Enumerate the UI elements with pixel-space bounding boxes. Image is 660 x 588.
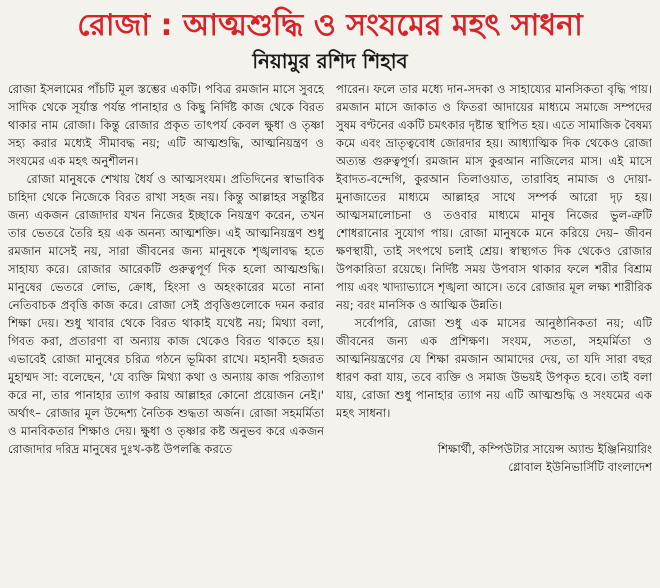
paragraph: রোজা মানুষকে শেখায় ধৈর্য ও আত্মসংযম। প্রতিদিনের স্বাভাবিক চাহিদা থেকে নিজেকে বিরত রাখা সহজ নয়। কিন্তু আল্লাহর সন্তুষ্টির জন্য একজন রোজাদার যখন নিজের ইচ্ছাকে নিয়ন্ত্রণ করেন, তখন তার ভেতরে তৈরি হয় এক অনন্য আত্মশক্তি। এই আত্মনিয়ন্ত্রণ শুধু রমজান মাসেই নয়, সারা জীবনের জন্য মানুষকে শৃঙ্খলাবদ্ধ হতে সাহায্য করে। রোজার আরেকটি গুরুত্বপূর্ণ দিক হলো আত্মশুদ্ধি। মানুষের ভেতরে লোভ, ক্রোধ, হিংসা ও অহংকারের মতো নানা নেতিবাচক প্রবৃত্তি কাজ করে। রোজা সেই প্রবৃত্তিগুলোকে দমন করার শিক্ষা দেয়। শুধু খাবার থেকে বিরত থাকাই যথেষ্ট নয়; মিথ্যা বলা, গিবত করা, প্রতারণা বা অন্যায় কাজ থেকেও বিরত থাকতে হয়। এভাবেই রোজা মানুষের চরিত্র গঠনে ভূমিকা রাখে। মহানবী হজরত মুহাম্মদ সা: বলেছেন, 'যে ব্যক্তি মিথ্যা কথা ও অন্যায় কাজ পরিত্যাগ করে না, তার পানাহার ত্যাগ করায় আল্লাহর কোনো প্রয়োজন নেই।' অর্থাৎ– রোজার মূল উদ্দেশ্য নৈতিক শুদ্ধতা অর্জন। রোজা সহমর্মিতা ও মানবিকতার শিক্ষাও দেয়। ক্ষুধা ও তৃষ্ণার কষ্ট অনুভব করে একজন রোজাদার দরিদ্র মানুষের দুঃখ-কষ্ট উপলব্ধি করতে xyxy=(8,172,324,456)
paragraph: সর্বোপরি, রোজা শুধু এক মাসের আনুষ্ঠানিকতা নয়; এটি জীবনের জন্য এক প্রশিক্ষণ। সংযম, সততা, সহমর্মিতা ও আত্মনিয়ন্ত্রণের যে শিক্ষা রমজান আমাদের দেয়, তা যদি সারা বছর ধারণ করা যায়, তবে ব্যক্তি ও সমাজ উভয়ই উপকৃত হবে। তাই বলা যায়, রোজা শুধু পানাহার ত্যাগ নয় এটি আত্মশুদ্ধি ও সংযমের এক মহৎ সাধনা। xyxy=(336,316,652,420)
right-column xyxy=(336,80,652,580)
signature-line-2: গ্লোবাল ইউনিভার্সিটি বাংলাদেশ xyxy=(508,460,652,474)
signature-line-1: শিক্ষার্থী, কম্পিউটার সায়েন্স অ্যান্ড ইঞ্জিনিয়ারিং xyxy=(437,442,652,456)
article-headline: রোজা : আত্মশুদ্ধি ও সংযমের মহৎ সাধনা xyxy=(77,8,583,43)
spacer xyxy=(336,422,652,440)
paragraph: পারেন। ফলে তার মধ্যে দান-সদকা ও সাহায্যের মানসিকতা বৃদ্ধি পায়। রমজান মাসে জাকাত ও ফিতরা আদায়ের মাধ্যমে সমাজে সম্পদের সুষম বণ্টনের একটি চমৎকার দৃষ্টান্ত স্থাপিত হয়। এতে সামাজিক বৈষম্য কমে এবং ভ্রাতৃত্ববোধ জোরদার হয়। আধ্যাত্মিক দিক থেকেও রোজা অত্যন্ত গুরুত্বপূর্ণ। রমজান মাস কুরআন নাজিলের মাস। এই মাসে ইবাদত-বন্দেগি, কুরআন তিলাওয়াত, তারাবিহ নামাজ ও দোয়া-মুনাজাতের মাধ্যমে আল্লাহর সাথে সম্পর্ক আরো দৃঢ় হয়। আত্মসমালোচনা ও তওবার মাধ্যমে মানুষ নিজের ভুল-ত্রুটি শোধরানোর সুযোগ পায়। রোজা মানুষকে মনে করিয়ে দেয়– জীবন ক্ষণস্থায়ী, তাই সৎপথে চলাই শ্রেয়। স্বাস্থ্যগত দিক থেকেও রোজার উপকারিতা রয়েছে। নির্দিষ্ট সময় উপবাস থাকার ফলে শরীর বিশ্রাম পায় এবং খাদ্যাভ্যাসে শৃঙ্খলা আসে। তবে রোজার মূল লক্ষ্য শারীরিক নয়; বরং মানসিক ও আত্মিক উন্নতি। xyxy=(336,82,652,312)
article-author: নিয়ামুর রশিদ শিহাব xyxy=(252,49,408,73)
paragraph: রোজা ইসলামের পাঁচটি মূল স্তম্ভের একটি। পবিত্র রমজান মাসে সুবহে সাদিক থেকে সূর্যাস্ত পর্যন্ত পানাহার ও কিছু নির্দিষ্ট কাজ থেকে বিরত থাকার নাম রোজা। কিন্তু রোজার প্রকৃত তাৎপর্য কেবল ক্ষুধা ও তৃষ্ণা সহ্য করার মধ্যেই সীমাবদ্ধ নয়; এটি আত্মশুদ্ধি, আত্মনিয়ন্ত্রণ ও সংযমের এক মহৎ অনুশীলন। xyxy=(8,82,324,168)
left-column xyxy=(8,80,324,580)
article-body xyxy=(8,80,652,580)
